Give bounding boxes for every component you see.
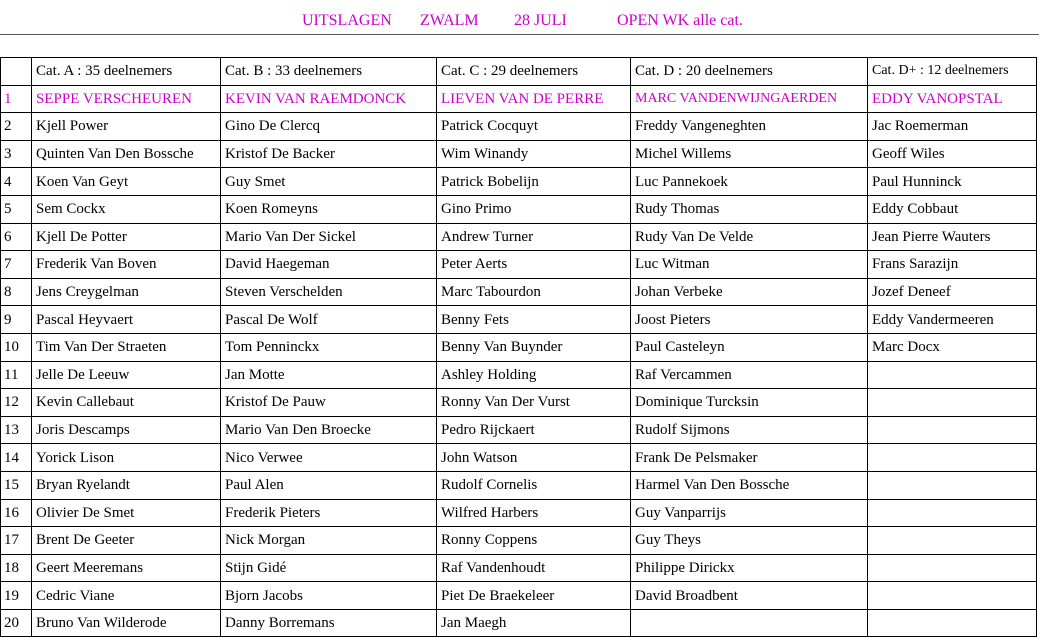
cat-c-cell: Ronny Coppens <box>437 527 631 555</box>
category-header-dplus: Cat. D+ : 12 deelnemers <box>868 58 1037 86</box>
cat-d-cell: Johan Verbeke <box>631 278 868 306</box>
cat-a-cell: Sem Cockx <box>32 195 221 223</box>
table-row <box>1 85 1037 113</box>
table-row <box>1 471 1037 499</box>
cat-dplus-cell <box>868 416 1037 444</box>
cat-b-cell: Bjorn Jacobs <box>221 582 437 610</box>
cat-dplus-cell <box>868 444 1037 472</box>
cat-b-cell: Stijn Gidé <box>221 554 437 582</box>
cat-c-cell: Gino Primo <box>437 195 631 223</box>
cat-dplus-cell: Jac Roemerman <box>868 113 1037 141</box>
page-header <box>0 10 1039 34</box>
rank-cell: 5 <box>1 195 32 223</box>
cat-a-cell: Kjell De Potter <box>32 223 221 251</box>
table-row <box>1 113 1037 141</box>
cat-d-cell: Michel Willems <box>631 140 868 168</box>
cat-d-cell: Guy Theys <box>631 527 868 555</box>
cat-c-cell: Patrick Cocquyt <box>437 113 631 141</box>
rank-cell: 17 <box>1 527 32 555</box>
cat-a-cell: Bryan Ryelandt <box>32 471 221 499</box>
rank-header-cell <box>1 58 32 86</box>
cat-d-cell: Rudy Thomas <box>631 195 868 223</box>
rank-cell: 9 <box>1 306 32 334</box>
cat-d-cell: Rudolf Sijmons <box>631 416 868 444</box>
cat-b-cell: Frederik Pieters <box>221 499 437 527</box>
rank-cell: 12 <box>1 389 32 417</box>
cat-a-cell: Frederik Van Boven <box>32 251 221 279</box>
rank-cell: 7 <box>1 251 32 279</box>
rank-cell: 1 <box>1 85 32 113</box>
cat-dplus-cell <box>868 499 1037 527</box>
cat-dplus-cell <box>868 471 1037 499</box>
cat-b-cell: Gino De Clercq <box>221 113 437 141</box>
cat-c-cell: Piet De Braekeleer <box>437 582 631 610</box>
cat-dplus-cell: Paul Hunninck <box>868 168 1037 196</box>
table-row <box>1 582 1037 610</box>
table-row <box>1 527 1037 555</box>
cat-a-cell: Pascal Heyvaert <box>32 306 221 334</box>
cat-a-cell: Quinten Van Den Bossche <box>32 140 221 168</box>
cat-d-cell: Luc Witman <box>631 251 868 279</box>
cat-dplus-cell <box>868 361 1037 389</box>
table-row <box>1 609 1037 637</box>
cat-c-cell: Benny Van Buynder <box>437 333 631 361</box>
table-row <box>1 361 1037 389</box>
cat-c-cell: Marc Tabourdon <box>437 278 631 306</box>
category-header-c: Cat. C : 29 deelnemers <box>437 58 631 86</box>
table-row <box>1 278 1037 306</box>
cat-dplus-cell: Frans Sarazijn <box>868 251 1037 279</box>
cat-c-cell: Patrick Bobelijn <box>437 168 631 196</box>
table-row <box>1 195 1037 223</box>
cat-b-cell: Pascal De Wolf <box>221 306 437 334</box>
cat-d-cell: Freddy Vangeneghten <box>631 113 868 141</box>
header-event: OPEN WK alle cat. <box>617 12 743 29</box>
cat-a-cell: Olivier De Smet <box>32 499 221 527</box>
cat-dplus-cell <box>868 554 1037 582</box>
table-row <box>1 251 1037 279</box>
cat-b-cell: Mario Van Der Sickel <box>221 223 437 251</box>
table-row <box>1 444 1037 472</box>
header-title: UITSLAGEN <box>302 12 392 29</box>
cat-d-cell: Philippe Dirickx <box>631 554 868 582</box>
cat-d-cell: Guy Vanparrijs <box>631 499 868 527</box>
rank-cell: 13 <box>1 416 32 444</box>
cat-dplus-cell: Eddy Cobbaut <box>868 195 1037 223</box>
cat-d-cell: David Broadbent <box>631 582 868 610</box>
rank-cell: 2 <box>1 113 32 141</box>
rank-cell: 16 <box>1 499 32 527</box>
cat-c-cell: Peter Aerts <box>437 251 631 279</box>
cat-c-cell: Pedro Rijckaert <box>437 416 631 444</box>
cat-dplus-cell <box>868 527 1037 555</box>
table-row <box>1 333 1037 361</box>
rank-cell: 8 <box>1 278 32 306</box>
cat-d-cell: MARC VANDENWIJNGAERDEN <box>631 85 868 113</box>
cat-dplus-cell: Jozef Deneef <box>868 278 1037 306</box>
cat-b-cell: Nick Morgan <box>221 527 437 555</box>
cat-b-cell: Jan Motte <box>221 361 437 389</box>
table-row <box>1 306 1037 334</box>
table-row <box>1 554 1037 582</box>
cat-a-cell: Cedric Viane <box>32 582 221 610</box>
table-row <box>1 140 1037 168</box>
table-row <box>1 389 1037 417</box>
cat-b-cell: David Haegeman <box>221 251 437 279</box>
cat-d-cell: Dominique Turcksin <box>631 389 868 417</box>
cat-dplus-cell: EDDY VANOPSTAL <box>868 85 1037 113</box>
rank-cell: 15 <box>1 471 32 499</box>
category-header-b: Cat. B : 33 deelnemers <box>221 58 437 86</box>
table-row <box>1 416 1037 444</box>
rank-cell: 20 <box>1 609 32 637</box>
rank-cell: 4 <box>1 168 32 196</box>
cat-dplus-cell: Marc Docx <box>868 333 1037 361</box>
cat-c-cell: Wilfred Harbers <box>437 499 631 527</box>
rank-cell: 6 <box>1 223 32 251</box>
rank-cell: 19 <box>1 582 32 610</box>
cat-c-cell: Benny Fets <box>437 306 631 334</box>
results-table <box>0 57 1037 637</box>
cat-c-cell: Raf Vandenhoudt <box>437 554 631 582</box>
rank-cell: 11 <box>1 361 32 389</box>
cat-b-cell: Guy Smet <box>221 168 437 196</box>
cat-dplus-cell: Jean Pierre Wauters <box>868 223 1037 251</box>
rank-cell: 10 <box>1 333 32 361</box>
category-header-row <box>1 58 1037 86</box>
cat-b-cell: Mario Van Den Broecke <box>221 416 437 444</box>
cat-b-cell: Steven Verschelden <box>221 278 437 306</box>
cat-dplus-cell: Geoff Wiles <box>868 140 1037 168</box>
cat-b-cell: Nico Verwee <box>221 444 437 472</box>
table-row <box>1 168 1037 196</box>
table-row <box>1 499 1037 527</box>
cat-d-cell: Harmel Van Den Bossche <box>631 471 868 499</box>
cat-d-cell: Paul Casteleyn <box>631 333 868 361</box>
rank-cell: 3 <box>1 140 32 168</box>
cat-b-cell: Kristof De Backer <box>221 140 437 168</box>
cat-a-cell: Kjell Power <box>32 113 221 141</box>
header-place: ZWALM <box>420 12 479 29</box>
cat-c-cell: Ronny Van Der Vurst <box>437 389 631 417</box>
rank-cell: 18 <box>1 554 32 582</box>
cat-a-cell: Geert Meeremans <box>32 554 221 582</box>
cat-b-cell: Kristof De Pauw <box>221 389 437 417</box>
cat-a-cell: Jens Creygelman <box>32 278 221 306</box>
cat-a-cell: SEPPE VERSCHEUREN <box>32 85 221 113</box>
cat-d-cell: Raf Vercammen <box>631 361 868 389</box>
header-date: 28 JULI <box>514 12 567 29</box>
category-header-a: Cat. A : 35 deelnemers <box>32 58 221 86</box>
cat-d-cell: Frank De Pelsmaker <box>631 444 868 472</box>
cat-a-cell: Tim Van Der Straeten <box>32 333 221 361</box>
cat-c-cell: John Watson <box>437 444 631 472</box>
cat-a-cell: Koen Van Geyt <box>32 168 221 196</box>
cat-c-cell: Wim Winandy <box>437 140 631 168</box>
cat-c-cell: Rudolf Cornelis <box>437 471 631 499</box>
cat-dplus-cell <box>868 582 1037 610</box>
cat-d-cell: Joost Pieters <box>631 306 868 334</box>
header-divider <box>0 34 1039 35</box>
cat-a-cell: Kevin Callebaut <box>32 389 221 417</box>
rank-cell: 14 <box>1 444 32 472</box>
cat-d-cell: Rudy Van De Velde <box>631 223 868 251</box>
cat-a-cell: Bruno Van Wilderode <box>32 609 221 637</box>
cat-c-cell: LIEVEN VAN DE PERRE <box>437 85 631 113</box>
table-row <box>1 223 1037 251</box>
cat-b-cell: Paul Alen <box>221 471 437 499</box>
category-header-d: Cat. D : 20 deelnemers <box>631 58 868 86</box>
cat-b-cell: Koen Romeyns <box>221 195 437 223</box>
cat-dplus-cell <box>868 389 1037 417</box>
cat-b-cell: Tom Penninckx <box>221 333 437 361</box>
cat-c-cell: Andrew Turner <box>437 223 631 251</box>
cat-a-cell: Joris Descamps <box>32 416 221 444</box>
cat-dplus-cell: Eddy Vandermeeren <box>868 306 1037 334</box>
cat-c-cell: Ashley Holding <box>437 361 631 389</box>
cat-d-cell <box>631 609 868 637</box>
cat-a-cell: Yorick Lison <box>32 444 221 472</box>
cat-b-cell: KEVIN VAN RAEMDONCK <box>221 85 437 113</box>
cat-dplus-cell <box>868 609 1037 637</box>
cat-a-cell: Brent De Geeter <box>32 527 221 555</box>
cat-a-cell: Jelle De Leeuw <box>32 361 221 389</box>
cat-d-cell: Luc Pannekoek <box>631 168 868 196</box>
cat-b-cell: Danny Borremans <box>221 609 437 637</box>
cat-c-cell: Jan Maegh <box>437 609 631 637</box>
